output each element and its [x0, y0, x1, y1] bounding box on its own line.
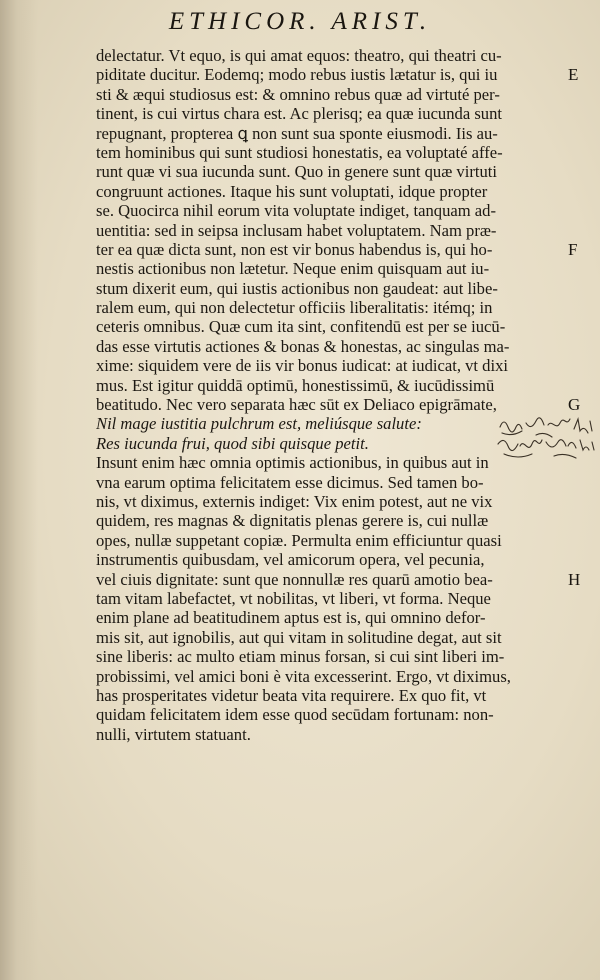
- text-line: delectatur. Vt equo, is qui amat equos: theatro, qui theatri cu-: [96, 46, 502, 65]
- gloss-stroke: [504, 454, 576, 458]
- text-line: das esse virtutis actiones & bonas & honestas, ac singulas ma-: [96, 336, 510, 356]
- text-line: piditate ducitur. Eodemq; modo rebus iustis lætatur is, qui iu: [96, 65, 498, 85]
- text-line: sine liberis: ac multo etiam minus forsan, si cui sint liberi im-: [96, 647, 505, 667]
- text-line: quidam felicitatem idem esse quod secūdam fortunam: non-: [96, 705, 494, 725]
- margin-section-letter: G: [568, 395, 581, 415]
- text-line: mus. Est igitur quiddā optimū, honestissimū, & iucūdissimū: [96, 375, 495, 395]
- text-line: vel ciuis dignitate: sunt que nonnullæ res quarū amotio bea-: [96, 569, 493, 589]
- text-line: Insunt enim hæc omnia optimis actionibus, in quibus aut in: [96, 453, 489, 473]
- gloss-stroke: [498, 440, 594, 451]
- text-line: stum dixerit eum, qui iustis actionibus non gaudeat: aut libe-: [96, 278, 498, 298]
- running-head: ETHICOR. ARIST.: [168, 8, 432, 35]
- text-line: ter ea quæ dicta sunt, non est vir bonus habendus is, qui ho-: [96, 239, 493, 259]
- text-line: tem hominibus qui sunt studiosi honestatis, ea voluptaté affe-: [96, 142, 503, 162]
- text-line: quidem, res magnas & dignitatis plenas gerere is, cui nullæ: [96, 511, 489, 531]
- text-line: nulli, virtutem statuant.: [96, 724, 251, 744]
- text-line: opes, nullæ suppetant copiæ. Permulta enim efficiuntur quasi: [96, 530, 502, 550]
- page-gutter-shadow: [0, 0, 38, 980]
- text-line: nestis actionibus non lætetur. Neque enim quisquam aut iu-: [96, 259, 490, 279]
- text-line: Res iucunda frui, quod sibi quisque petit.: [96, 433, 369, 453]
- handwritten-greek-gloss: [496, 428, 600, 468]
- text-line: has prosperitates videtur beata vita requirere. Ex quo fit, vt: [96, 685, 487, 705]
- text-line: se. Quocirca nihil eorum vita voluptate indiget, tanquam ad-: [96, 201, 496, 221]
- text-line: sti & æqui studiosus est: & omnino rebus quæ ad virtuté per-: [96, 84, 500, 104]
- margin-section-letter: F: [568, 240, 578, 259]
- text-line: ralem eum, qui non delectetur officiis liberalitatis: itémq; in: [96, 298, 493, 318]
- text-line: congruunt actiones. Itaque his sunt voluptati, idque propter: [96, 181, 488, 201]
- text-line: beatitudo. Nec vero separata hæc sūt ex Deliaco epigrāmate,: [96, 395, 497, 415]
- text-line: mis sit, aut ignobilis, aut qui vitam in solitudine degat, aut sit: [96, 627, 502, 647]
- text-line: tam vitam labefactet, vt nobilitas, vt liberi, vt forma. Neque: [96, 588, 491, 608]
- text-line: uentitia: sed in seipsa inclusam habet voluptatem. Nam præ-: [96, 220, 497, 240]
- text-line: vna earum optima felicitatem esse dicimus. Sed tamen bo-: [96, 472, 484, 492]
- text-line: instrumentis quibusdam, vel amicorum opera, vel pecunia,: [96, 550, 485, 570]
- text-line: tinent, is cui virtus chara est. Ac plerisq; ea quæ iucunda sunt: [96, 104, 502, 124]
- text-line: runt quæ vi sua iucunda sunt. Quo in genere sunt quæ virtuti: [96, 162, 497, 182]
- text-line: repugnant, propterea ꝗ non sunt sua sponte eiusmodi. Iis au-: [96, 123, 498, 143]
- text-line: Nil mage iustitia pulchrum est, meliúsque salute:: [96, 414, 422, 434]
- text-line: xime: siquidem vere de iis vir bonus iudicat: at iudicat, vt dixi: [96, 356, 508, 376]
- text-line: ceteris omnibus. Quæ cum ita sint, confitendū est per se iucū-: [96, 317, 506, 337]
- text-line: nis, vt diximus, externis indiget: Vix enim potest, aut ne vix: [96, 491, 493, 511]
- text-line: enim plane ad beatitudinem aptus est is, qui omnino defor-: [96, 608, 486, 628]
- body-text: [96, 46, 528, 744]
- text-line: probissimi, vel amici boni è vita excesserint. Ergo, vt diximus,: [96, 666, 511, 686]
- margin-section-letter: E: [568, 65, 579, 85]
- margin-section-letter: H: [568, 569, 581, 589]
